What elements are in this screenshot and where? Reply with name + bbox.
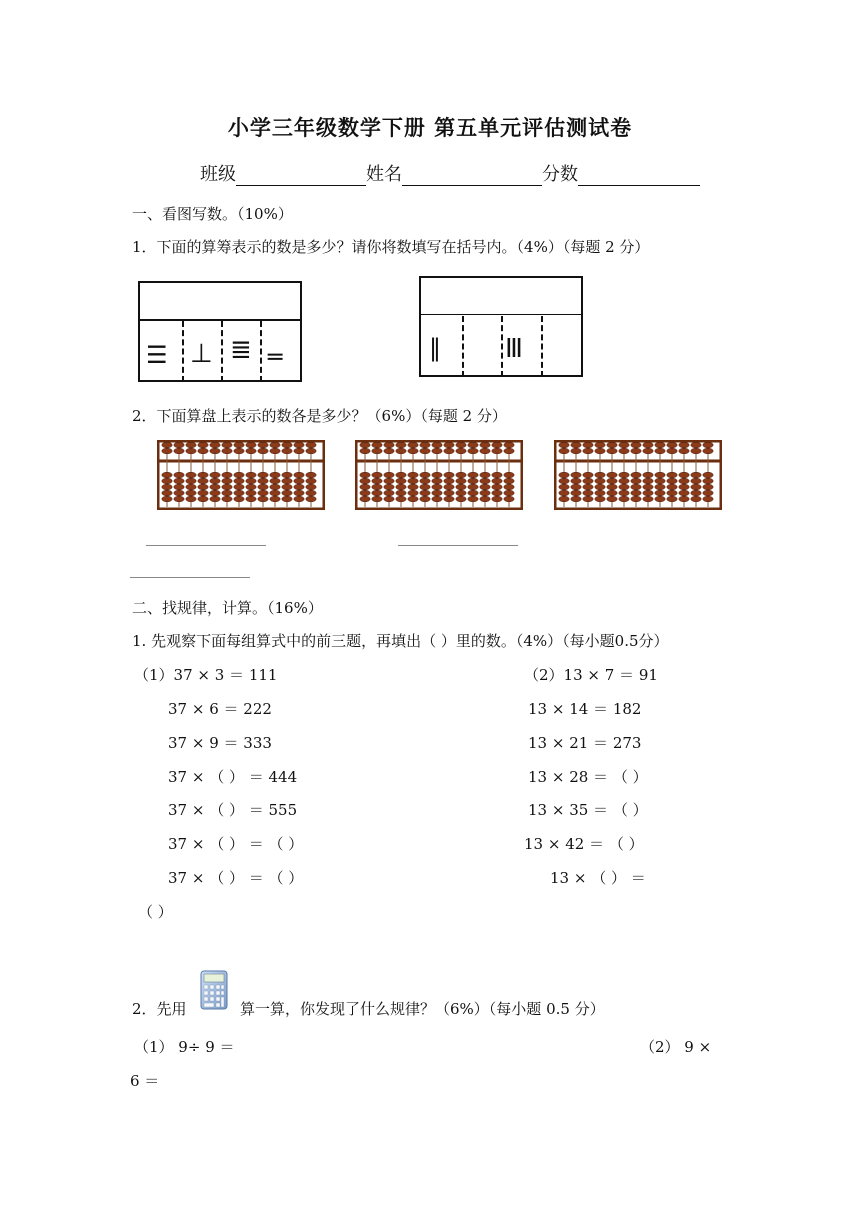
score-blank — [578, 165, 700, 186]
equation-left: 37 × 9 ＝ 333 — [168, 734, 272, 752]
abacus-3 — [554, 440, 722, 510]
answer-area — [140, 283, 300, 321]
equation-wrap: （ ） — [138, 903, 173, 921]
class-blank — [236, 165, 366, 186]
section2-question1: 1. 先观察下面每组算式中的前三题，再填出（ ）里的数。（4%）（每小题0.5分） — [132, 632, 669, 650]
equation-left: 37 × （ ） ＝ （ ） — [168, 869, 304, 887]
q2-equation-wrap: 6 ＝ — [130, 1072, 160, 1090]
equation-right: （2）13 × 7 ＝ 91 — [524, 666, 658, 684]
q2-equation-left: （1） 9÷ 9 ＝ — [134, 1038, 235, 1056]
rod-digit: ‖ — [429, 334, 441, 362]
rod-numeral-box-2 — [419, 276, 583, 377]
name-blank — [402, 165, 542, 186]
score-label: 分数 — [542, 164, 578, 185]
rod-digit: Ⅲ — [505, 334, 523, 364]
section1-question2: 2．下面算盘上表示的数各是多少？（6%）（每题 2 分） — [132, 407, 507, 425]
rod-digit: ☰ — [146, 341, 168, 369]
calculator-icon — [200, 970, 228, 1010]
equation-left: 37 × （ ） ＝ 555 — [168, 801, 298, 819]
equation-right: 13 × 14 ＝ 182 — [528, 700, 642, 718]
equation-right: 13 × 28 ＝ （ ） — [528, 768, 648, 786]
answer-line-3 — [130, 577, 250, 578]
rod-digit: ≣ — [230, 335, 252, 365]
section2-heading: 二、找规律，计算。（16%） — [132, 599, 323, 617]
dashed-divider — [260, 321, 262, 382]
equation-left: 37 × （ ） ＝ 444 — [168, 768, 298, 786]
page-title: 小学三年级数学下册 第五单元评估测试卷 — [227, 115, 633, 140]
abacus-rods — [360, 442, 514, 507]
dashed-divider — [541, 316, 543, 377]
dashed-divider — [501, 316, 503, 377]
section2-question2-post: 算一算，你发现了什么规律？（6%）（每小题 0.5 分） — [240, 1000, 605, 1018]
equation-right: 13 × 35 ＝ （ ） — [528, 801, 648, 819]
abacus-rods — [559, 442, 713, 507]
class-label: 班级 — [200, 164, 236, 185]
section2-question2-pre: 2．先用 — [132, 1000, 187, 1018]
equation-left: 37 × 6 ＝ 222 — [168, 700, 272, 718]
equation-left: （1）37 × 3 ＝ 111 — [134, 666, 278, 684]
answer-line-1 — [146, 545, 266, 546]
answer-area — [421, 278, 581, 315]
dashed-divider — [182, 321, 184, 382]
rod-digit: ⊥ — [190, 339, 213, 369]
abacus-2 — [355, 440, 523, 510]
q2-equation-right: （2） 9 × — [640, 1038, 712, 1056]
abacus-rods — [162, 442, 316, 507]
name-label: 姓名 — [366, 164, 402, 185]
abacus-1 — [157, 440, 325, 510]
rod-digit: ═ — [268, 343, 283, 371]
student-info — [200, 160, 700, 186]
dashed-divider — [221, 321, 223, 382]
equation-right: 13 × 21 ＝ 273 — [528, 734, 642, 752]
dashed-divider — [462, 316, 464, 377]
section1-question1: 1．下面的算筹表示的数是多少？请你将数填写在括号内。（4%）（每题 2 分） — [132, 238, 650, 256]
rod-numeral-box-1 — [138, 281, 302, 382]
answer-line-2 — [398, 545, 518, 546]
equation-right: 13 × （ ） ＝ — [550, 869, 646, 887]
equation-right: 13 × 42 ＝ （ ） — [524, 835, 644, 853]
equation-left: 37 × （ ） ＝ （ ） — [168, 835, 304, 853]
section1-heading: 一、看图写数。（10%） — [132, 205, 293, 223]
